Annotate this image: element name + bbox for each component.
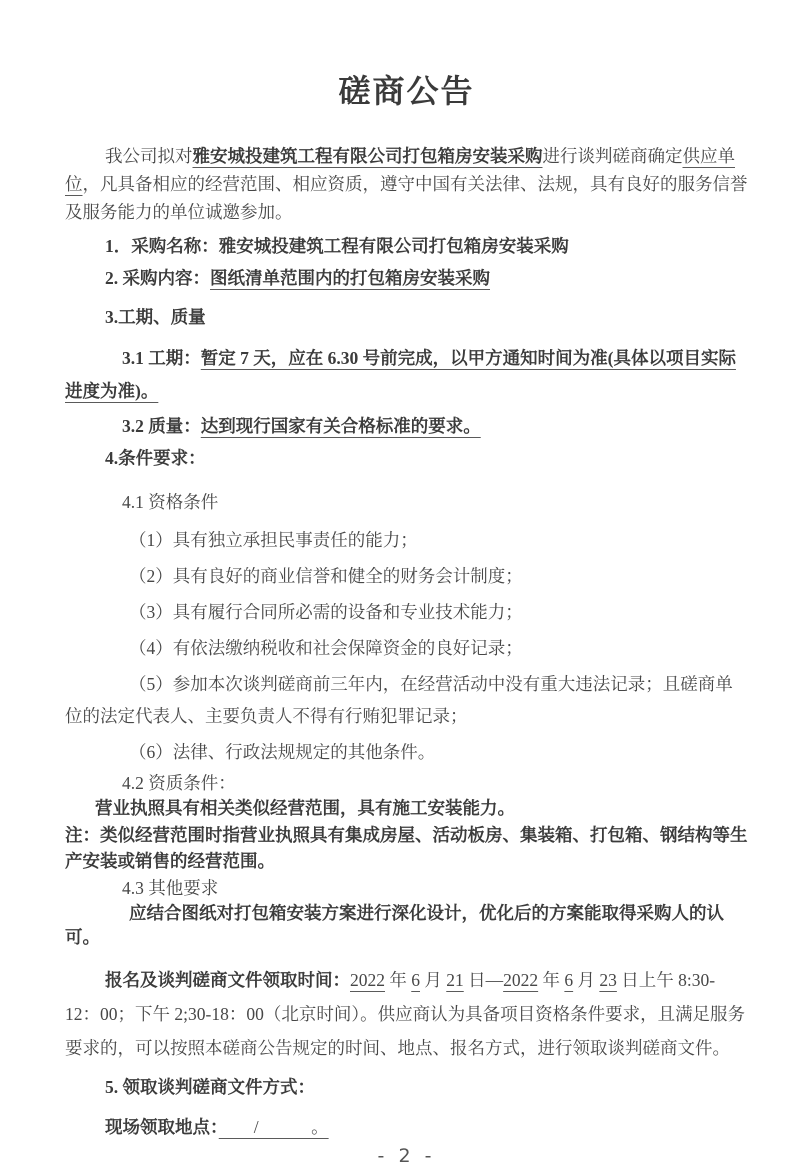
signup-label: 报名及谈判磋商文件领取时间：	[105, 970, 350, 990]
signup-year-2: 2022	[503, 970, 539, 990]
intro-supplier: 供应单位	[65, 146, 735, 194]
signup-sep-5: 月	[573, 970, 600, 990]
item-1-value: 雅安城投建筑工程有限公司打包箱房安装采购	[218, 236, 569, 256]
section-4-3-heading: 4.3 其他要求	[122, 878, 219, 898]
page-title: 磋商公告	[338, 73, 475, 109]
section-4-heading: 4.条件要求：	[105, 448, 206, 468]
item-1-label: 1．采购名称：	[105, 236, 219, 256]
item-1-procurement-name	[65, 232, 748, 260]
item-2-procurement-content	[65, 264, 748, 292]
intro-post: ，凡具备相应的经营范围、相应资质，遵守中国有关法律、法规，具有良好的服务信誉及服务能力的单位诚邀参加。	[65, 174, 748, 222]
section-4-2-line: 营业执照具有相关类似经营范围，具有施工安装能力。	[95, 798, 515, 818]
condition-2: （2）具有良好的商业信誉和健全的财务会计制度；	[129, 566, 523, 586]
condition-5: （5）参加本次谈判磋商前三年内，在经营活动中没有重大违法记录；且磋商单位的法定代表人、主要负责人不得有行贿犯罪记录；	[65, 674, 733, 726]
signup-month-1: 6	[411, 970, 420, 990]
signup-month-2: 6	[564, 970, 574, 990]
intro-subject: 雅安城投建筑工程有限公司打包箱房安装采购	[192, 146, 543, 166]
signup-sep-3: 日—	[463, 970, 504, 990]
intro-pre: 我公司拟对	[105, 146, 193, 166]
pickup-location-label: 现场领取地点：	[105, 1117, 219, 1137]
signup-year-1: 2022	[350, 970, 385, 990]
item-3-1-value: 暂定 7 天，应在 6.30 号前完成，以甲方通知时间为准(具体以项目实际进度为准)。	[65, 348, 736, 401]
item-3-2-quality	[65, 412, 748, 440]
signup-day-1: 21	[446, 970, 464, 990]
intro-mid: 进行谈判磋商确定	[542, 146, 683, 166]
condition-1: （1）具有独立承担民事责任的能力；	[129, 530, 418, 550]
item-3-heading: 3.工期、质量	[105, 307, 206, 327]
signup-sep-2: 月	[420, 970, 447, 990]
signup-tail: 日上午 8:30-12：00；下午 2;30-18：00（北京时间）。供应商认为具备项目资格条件要求，且满足服务要求的，可以按照本磋商公告规定的时间、地点、报名方式，进行领取谈判磋商文件。	[65, 970, 746, 1058]
condition-4: （4）有依法缴纳税收和社会保障资金的良好记录；	[129, 638, 523, 658]
section-4-2-note: 注：类似经营范围时指营业执照具有集成房屋、活动板房、集装箱、打包箱、钢结构等生产安装或销售的经营范围。	[65, 825, 748, 871]
item-3-1-label: 3.1 工期：	[122, 348, 201, 368]
signup-sep-1: 年	[385, 970, 412, 990]
signup-sep-4: 年	[538, 970, 565, 990]
pickup-location-blank: / 。	[218, 1117, 329, 1137]
item-2-label: 2. 采购内容：	[105, 268, 210, 288]
item-3-1-duration	[65, 342, 748, 408]
condition-6: （6）法律、行政法规规定的其他条件。	[129, 742, 436, 762]
signup-day-2: 23	[599, 970, 617, 990]
item-2-value: 图纸清单范围内的打包箱房安装采购	[210, 268, 490, 288]
section-5-heading: 5. 领取谈判磋商文件方式：	[105, 1077, 315, 1097]
section-4-3-line: 应结合图纸对打包箱安装方案进行深化设计，优化后的方案能取得采购人的认可。	[65, 903, 724, 947]
section-4-2-heading: 4.2 资质条件：	[122, 773, 236, 793]
page-number: - 2 -	[377, 1145, 436, 1167]
item-3-2-value: 达到现行国家有关合格标准的要求。	[200, 416, 481, 436]
condition-3: （3）具有履行合同所必需的设备和专业技术能力；	[129, 602, 523, 622]
intro-paragraph	[65, 142, 748, 226]
pickup-location-line	[65, 1113, 748, 1141]
signup-paragraph	[65, 963, 748, 1065]
item-3-2-label: 3.2 质量：	[122, 416, 201, 436]
section-4-1-heading: 4.1 资格条件	[122, 492, 219, 512]
